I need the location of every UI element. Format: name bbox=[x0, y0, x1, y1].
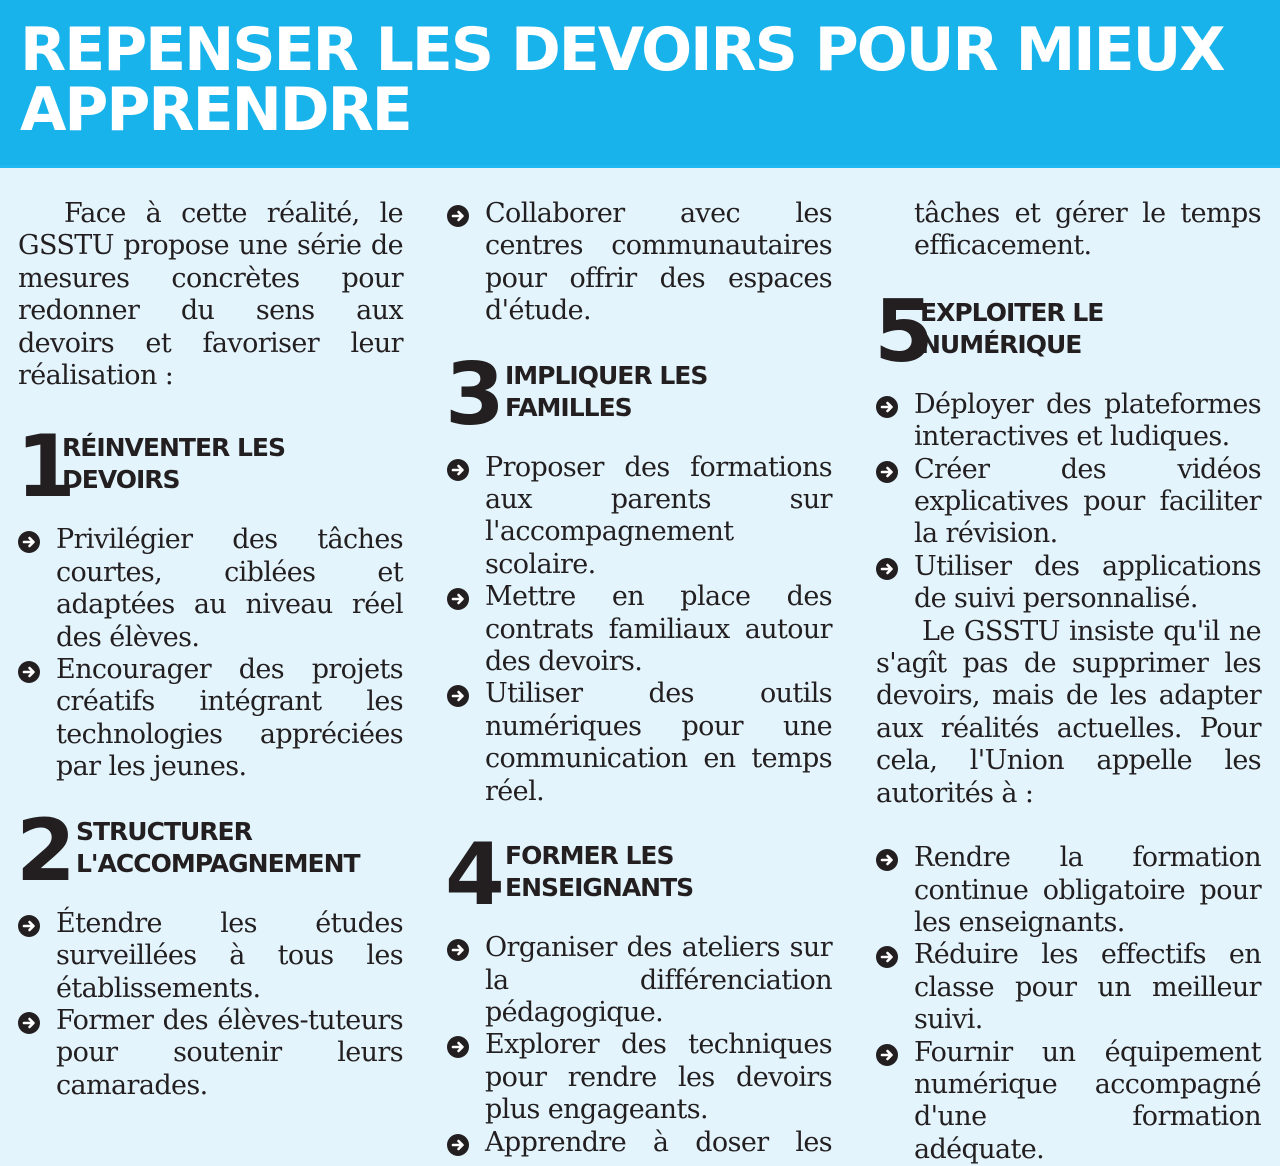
list-item: Utiliser des outils numériques pour une communication en temps réel. bbox=[447, 678, 832, 808]
section-3-list bbox=[447, 452, 832, 808]
section-title bbox=[920, 297, 1103, 361]
section-title-line: FAMILLES bbox=[505, 392, 632, 422]
section-4-list bbox=[447, 932, 832, 1159]
section-1-heading bbox=[16, 417, 403, 518]
circled-arrow-right-icon bbox=[447, 1134, 469, 1156]
list-item: Rendre la formation continue obligatoire pour les enseignants. bbox=[876, 842, 1261, 939]
section-title bbox=[76, 816, 360, 880]
list-item: Apprendre à doser les bbox=[447, 1127, 832, 1159]
list-item: Utiliser des applications de suivi personnalisé. bbox=[876, 551, 1261, 616]
section-title-line: ENSEIGNANTS bbox=[505, 873, 694, 903]
list-item: Former des élèves-tuteurs pour soutenir leurs camarades. bbox=[18, 1005, 403, 1102]
circled-arrow-right-icon bbox=[447, 1036, 469, 1058]
section-2-list bbox=[18, 908, 403, 1102]
section-title-line: FORMER LES bbox=[505, 841, 674, 871]
list-item: Proposer des formations aux parents sur l'accompagnement scolaire. bbox=[447, 452, 832, 582]
list-item: Mettre en place des contrats familiaux autour des devoirs. bbox=[447, 581, 832, 678]
list-item: Encourager des projets créatifs intégrant les technologies appréciées par les jeunes. bbox=[18, 654, 403, 784]
section-title-line: RÉINVENTER LES bbox=[62, 433, 285, 463]
list-item: Créer des vidéos explicatives pour faciliter la révision. bbox=[876, 454, 1261, 551]
circled-arrow-right-icon bbox=[447, 205, 469, 227]
list-item: Collaborer avec les centres communautaires pour offrir des espaces d'étude. bbox=[447, 198, 832, 328]
list-item: Déployer des plateformes interactives et ludiques. bbox=[876, 389, 1261, 454]
circled-arrow-right-icon bbox=[876, 558, 898, 580]
conclusion-paragraph: Le GSSTU insiste qu'il ne s'agît pas de supprimer les devoirs, mais de les adapter aux réalités actuelles. Pour cela, l'Union appelle les autorités à : bbox=[876, 615, 1261, 809]
section-title-line: DEVOIRS bbox=[62, 465, 180, 495]
header-banner bbox=[0, 0, 1280, 168]
list-item: Explorer des techniques pour rendre les devoirs plus engageants. bbox=[447, 1029, 832, 1126]
circled-arrow-right-icon bbox=[876, 946, 898, 968]
intro-paragraph: Face à cette réalité, le GSSTU propose une série de mesures concrètes pour redonner du sens aux devoirs et favoriser leur réalisation : bbox=[18, 198, 403, 392]
column-2 bbox=[447, 198, 832, 1159]
demands-list bbox=[876, 842, 1261, 1166]
section-title bbox=[505, 360, 707, 424]
circled-arrow-right-icon bbox=[18, 661, 40, 683]
section-number: 1 bbox=[16, 417, 72, 518]
list-item: Organiser des ateliers sur la différenciation pédagogique. bbox=[447, 932, 832, 1029]
section-2-heading bbox=[16, 800, 403, 901]
circled-arrow-right-icon bbox=[18, 531, 40, 553]
list-item: Étendre les études surveillées à tous les établissements. bbox=[18, 908, 403, 1005]
section-number: 3 bbox=[445, 344, 501, 445]
section-number: 4 bbox=[445, 825, 501, 926]
section-title bbox=[62, 432, 285, 496]
section-title-line: L'ACCOMPAGNEMENT bbox=[76, 848, 360, 878]
circled-arrow-right-icon bbox=[447, 939, 469, 961]
list-item: Réduire les effectifs en classe pour un meilleur suivi. bbox=[876, 939, 1261, 1036]
page-title: REPENSER LES DEVOIRS POUR MIEUX APPRENDRE bbox=[20, 15, 1224, 145]
circled-arrow-right-icon bbox=[447, 588, 469, 610]
column-1 bbox=[18, 198, 403, 1102]
circled-arrow-right-icon bbox=[876, 1044, 898, 1066]
column-3 bbox=[876, 198, 1261, 1166]
list-item: Privilégier des tâches courtes, ciblées et adaptées au niveau réel des élèves. bbox=[18, 524, 403, 654]
circled-arrow-right-icon bbox=[18, 1012, 40, 1034]
circled-arrow-right-icon bbox=[876, 396, 898, 418]
section-number: 5 bbox=[874, 281, 930, 382]
section-title-line: EXPLOITER LE bbox=[920, 297, 1104, 327]
section-5-list bbox=[876, 389, 1261, 616]
section-title-line: NUMÉRIQUE bbox=[920, 329, 1082, 359]
section-number: 2 bbox=[16, 800, 72, 901]
circled-arrow-right-icon bbox=[447, 685, 469, 707]
section-title-line: STRUCTURER bbox=[76, 816, 252, 846]
section-5-heading bbox=[874, 281, 1261, 382]
circled-arrow-right-icon bbox=[447, 459, 469, 481]
section-2-list-continued bbox=[447, 198, 832, 328]
section-title-line: IMPLIQUER LES bbox=[505, 360, 708, 390]
section-1-list bbox=[18, 524, 403, 783]
list-item: Fournir un équipement numérique accompagné d'une formation adéquate. bbox=[876, 1037, 1261, 1166]
section-title bbox=[505, 840, 693, 904]
circled-arrow-right-icon bbox=[876, 849, 898, 871]
circled-arrow-right-icon bbox=[18, 915, 40, 937]
section-4-heading bbox=[445, 825, 832, 926]
section-3-heading bbox=[445, 344, 832, 445]
circled-arrow-right-icon bbox=[876, 461, 898, 483]
list-item-continued: tâches et gérer le temps efficacement. bbox=[914, 198, 1261, 262]
